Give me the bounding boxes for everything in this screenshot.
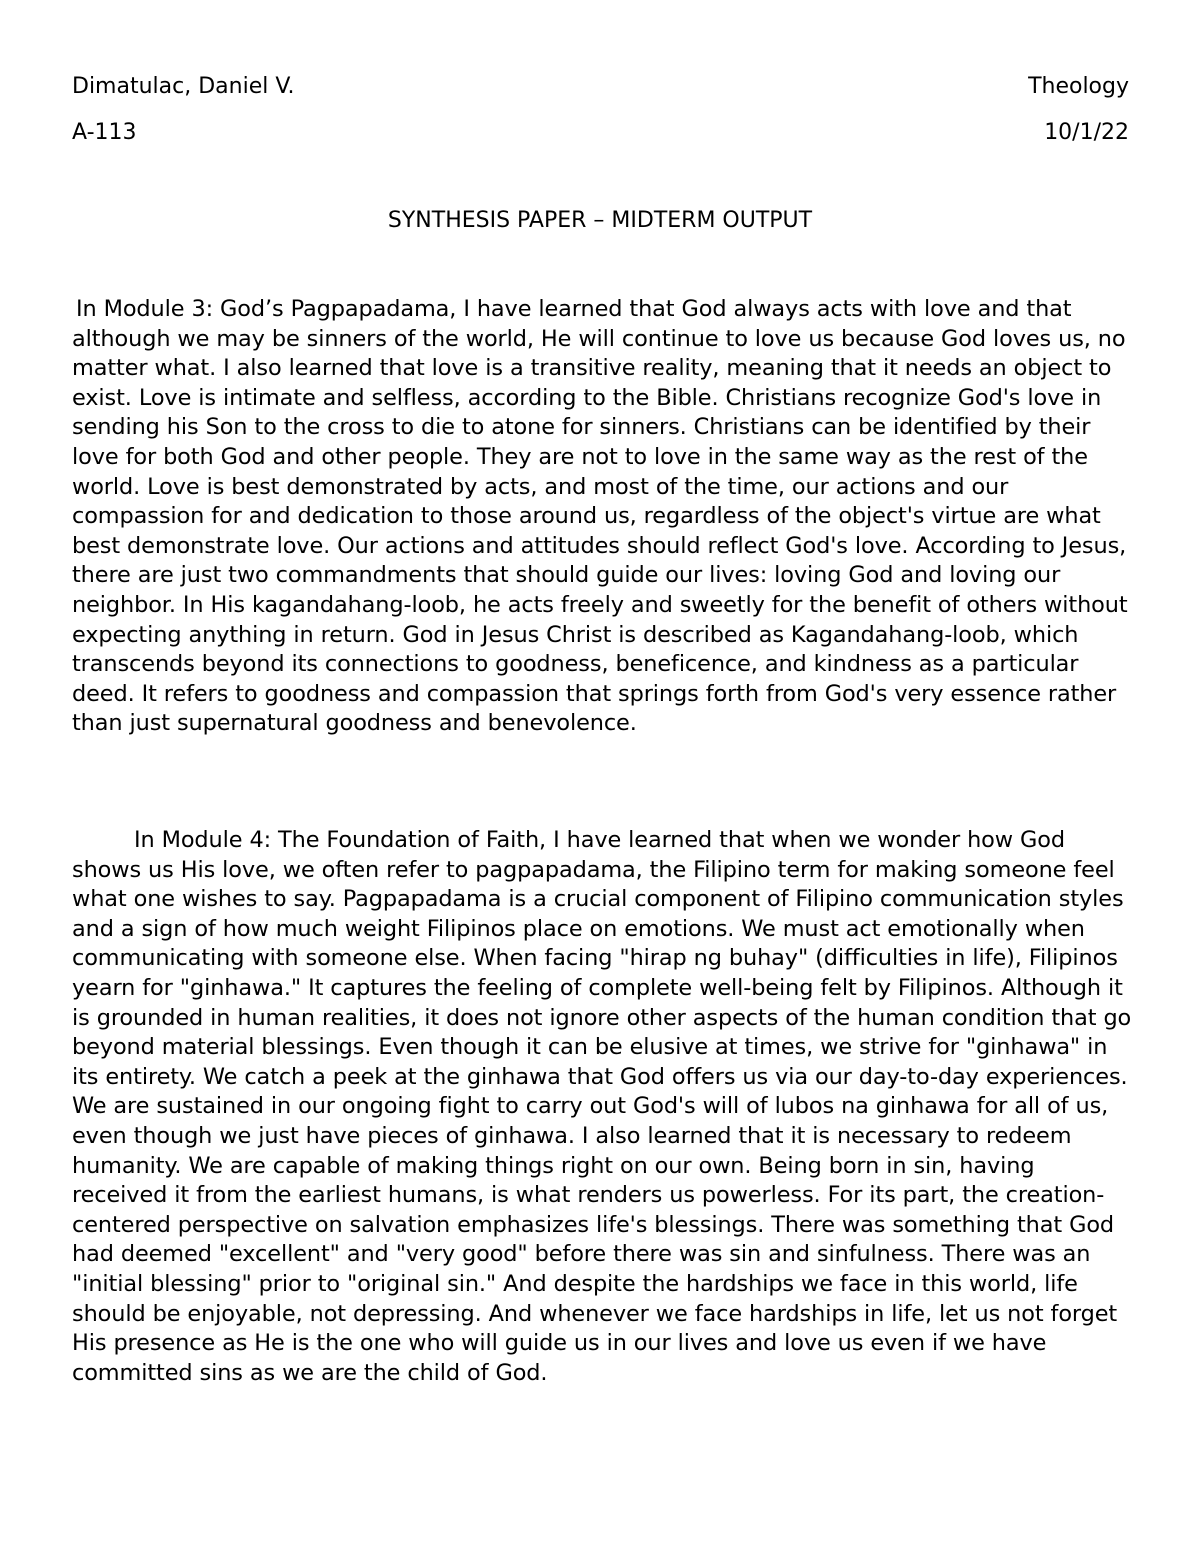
header-row-2 — [72, 118, 1129, 148]
paragraph-module-3: In Module 3: God’s Pagpapadama, I have learned that God always acts with love and that although we may be sinners of the world, He will continue to love us because God loves us, no matter what. I also learned that love is a transitive reality, meaning that it needs an object to exist. Love is intimate and selfless, according to the Bible. Christians recognize God's love in sending his Son to the cross to die to atone for sinners. Christians can be identified by their love for both God and other people. They are not to love in the same way as the rest of the world. Love is best demonstrated by acts, and most of the time, our actions and our compassion for and dedication to those around us, regardless of the object's virtue are what best demonstrate love. Our actions and attitudes should reflect God's love. According to Jesus, there are just two commandments that should guide our lives: loving God and loving our neighbor. In His kagandahang-loob, he acts freely and sweetly for the benefit of others without expecting anything in return. God in Jesus Christ is described as Kagandahang-loob, which transcends beyond its connections to goodness, beneficence, and kindness as a particular deed. It refers to goodness and compassion that springs forth from God's very essence rather than just supernatural goodness and benevolence. — [72, 296, 1128, 737]
header-row-1 — [72, 72, 1129, 102]
subject: Theology — [1028, 74, 1129, 99]
paragraph-module-4: In Module 4: The Foundation of Faith, I have learned that when we wonder how God shows us His love, we often refer to pagpapadama, the Filipino term for making someone feel what one wishes to say. Pagpapadama is a crucial component of Filipino communication styles and a sign of how much weight Filipinos place on emotions. We must act emotionally when communicating with someone else. When facing "hirap ng buhay" (difficulties in life), Filipinos yearn for "ginhawa." It captures the feeling of complete well-being felt by Filipinos. Although it is grounded in human realities, it does not ignore other aspects of the human condition that go beyond material blessings. Even though it can be elusive at times, we strive for "ginhawa" in its entirety. We catch a peek at the ginhawa that God offers us via our day-to-day experiences. We are sustained in our ongoing fight to carry out God's will of lubos na ginhawa for all of us, even though we just have pieces of ginhawa. I also learned that it is necessary to redeem humanity. We are capable of making things right on our own. Being born in sin, having received it from the earliest humans, is what renders us powerless. For its part, the creation-centered perspective on salvation emphasizes life's blessings. There was something that God had deemed "excellent" and "very good" before there was sin and sinfulness. There was an "initial blessing" prior to "original sin." And despite the hardships we face in this world, life should be enjoyable, not depressing. And whenever we face hardships in life, let us not forget His presence as He is the one who will guide us in our lives and love us even if we have committed sins as we are the child of God. — [72, 827, 1132, 1386]
author-name: Dimatulac, Daniel V. — [72, 74, 295, 99]
date: 10/1/22 — [1044, 120, 1129, 145]
document-title: SYNTHESIS PAPER – MIDTERM OUTPUT — [387, 208, 813, 233]
section-code: A-113 — [72, 120, 137, 145]
